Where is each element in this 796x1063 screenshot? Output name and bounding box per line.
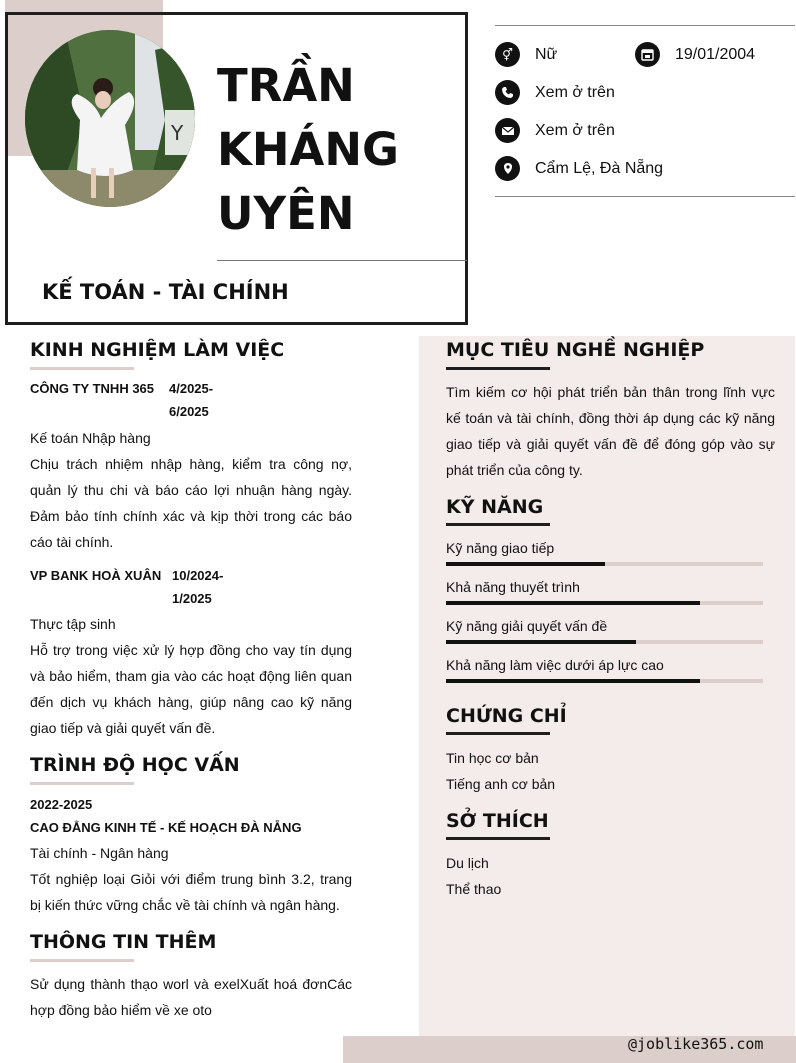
experience-title: KINH NGHIỆM LÀM VIỆC <box>30 339 285 361</box>
profile-photo-illustration <box>25 30 195 207</box>
hobby-item: Thể thao <box>446 881 502 897</box>
skill-label: Khả năng làm việc dưới áp lực cao <box>446 657 664 673</box>
calendar-icon <box>635 42 660 67</box>
extra-info-title: THÔNG TIN THÊM <box>30 931 217 953</box>
skill-bar-fill <box>446 679 700 683</box>
name-line: UYÊN <box>217 187 355 240</box>
profile-photo <box>25 30 195 207</box>
skill-label: Kỹ năng giải quyết vấn đề <box>446 618 608 634</box>
skill-label: Khả năng thuyết trình <box>446 579 580 595</box>
skill-bar-fill <box>446 601 700 605</box>
hobby-item: Du lịch <box>446 855 489 871</box>
education-title-underline <box>30 782 134 785</box>
education-major: Tài chính - Ngân hàng <box>30 845 169 861</box>
experience-company: VP BANK HOÀ XUÂN <box>30 568 162 583</box>
name-divider <box>217 260 467 261</box>
address-value: Cẩm Lệ, Đà Nẵng <box>535 160 664 177</box>
certificate-item: Tiếng anh cơ bản <box>446 776 556 792</box>
gender-icon: ⚥ <box>495 42 520 67</box>
phone-value: Xem ở trên <box>535 84 615 101</box>
experience-period-end: 6/2025 <box>169 404 209 419</box>
skills-title: KỸ NĂNG <box>446 496 544 518</box>
experience-description: Chịu trách nhiệm nhập hàng, kiểm tra công nợ, quản lý thu chi và báo cáo lợi nhuận hàng ngày. Đảm bảo tính chính xác và kịp thời trong các báo cáo tài chính. <box>30 456 352 550</box>
education-title: TRÌNH ĐỘ HỌC VẤN <box>30 754 240 776</box>
skill-bar-track <box>446 562 763 566</box>
skill-bar-fill <box>446 562 605 566</box>
certificates-title-underline <box>446 732 550 735</box>
hobbies-title-underline <box>446 837 550 840</box>
certificates-title: CHỨNG CHỈ <box>446 705 567 727</box>
location-icon <box>495 156 520 181</box>
experience-title-underline <box>30 367 134 370</box>
experience-period-start: 4/2025- <box>169 381 214 396</box>
skill-bar-track <box>446 679 763 683</box>
email-icon <box>495 118 520 143</box>
hobbies-title: SỞ THÍCH <box>446 810 549 832</box>
footer-watermark: @joblike365.com <box>628 1035 764 1053</box>
skills-title-underline <box>446 523 550 526</box>
experience-description: Hỗ trợ trong việc xử lý hợp đồng cho vay tín dụng và bảo hiểm, tham gia vào các hoạt động liên quan đến dịch vụ khách hàng, giúp nâng cao kỹ năng giao tiếp và giải quyết vấn đề. <box>30 642 352 736</box>
svg-text:Y: Y <box>171 121 184 145</box>
objective-title: MỤC TIÊU NGHỀ NGHIỆP <box>446 339 705 361</box>
experience-period-start: 10/2024- <box>172 568 224 583</box>
candidate-name <box>217 54 457 246</box>
skill-bar-track <box>446 601 763 605</box>
education-description: Tốt nghiệp loại Giỏi với điểm trung bình 3.2, trang bị kiến thức vững chắc về tài chính và ngân hàng. <box>30 871 352 913</box>
job-title: KẾ TOÁN - TÀI CHÍNH <box>42 280 289 304</box>
experience-role: Kế toán Nhập hàng <box>30 430 151 446</box>
objective-title-underline <box>446 367 550 370</box>
extra-info-description: Sử dụng thành thạo worl và exelXuất hoá đơnCác hợp đồng bảo hiểm về xe oto <box>30 976 352 1018</box>
objective-description: Tìm kiếm cơ hội phát triển bản thân trong lĩnh vực kế toán và tài chính, đồng thời áp dụng các kỹ năng giao tiếp và giải quyết vấn đề để đóng góp vào sự phát triển của công ty. <box>446 384 775 478</box>
skill-label: Kỹ năng giao tiếp <box>446 540 555 556</box>
gender-value: Nữ <box>535 46 558 63</box>
name-line: KHÁNG <box>217 123 399 176</box>
email-value: Xem ở trên <box>535 122 615 139</box>
experience-role: Thực tập sinh <box>30 616 116 632</box>
education-school: CAO ĐẲNG KINH TẾ - KẾ HOẠCH ĐÀ NẴNG <box>30 820 302 835</box>
contact-block <box>495 25 795 197</box>
experience-period <box>172 564 223 610</box>
skill-bar-fill <box>446 640 636 644</box>
education-period: 2022-2025 <box>30 797 93 812</box>
certificate-item: Tin học cơ bản <box>446 750 539 766</box>
extra-info-title-underline <box>30 959 134 962</box>
experience-period-end: 1/2025 <box>172 591 212 606</box>
phone-icon <box>495 80 520 105</box>
birthday-value: 19/01/2004 <box>675 46 756 63</box>
experience-period <box>169 377 213 423</box>
name-line: TRẦN <box>217 59 355 112</box>
skill-bar-track <box>446 640 763 644</box>
experience-company: CÔNG TY TNHH 365 <box>30 381 155 396</box>
